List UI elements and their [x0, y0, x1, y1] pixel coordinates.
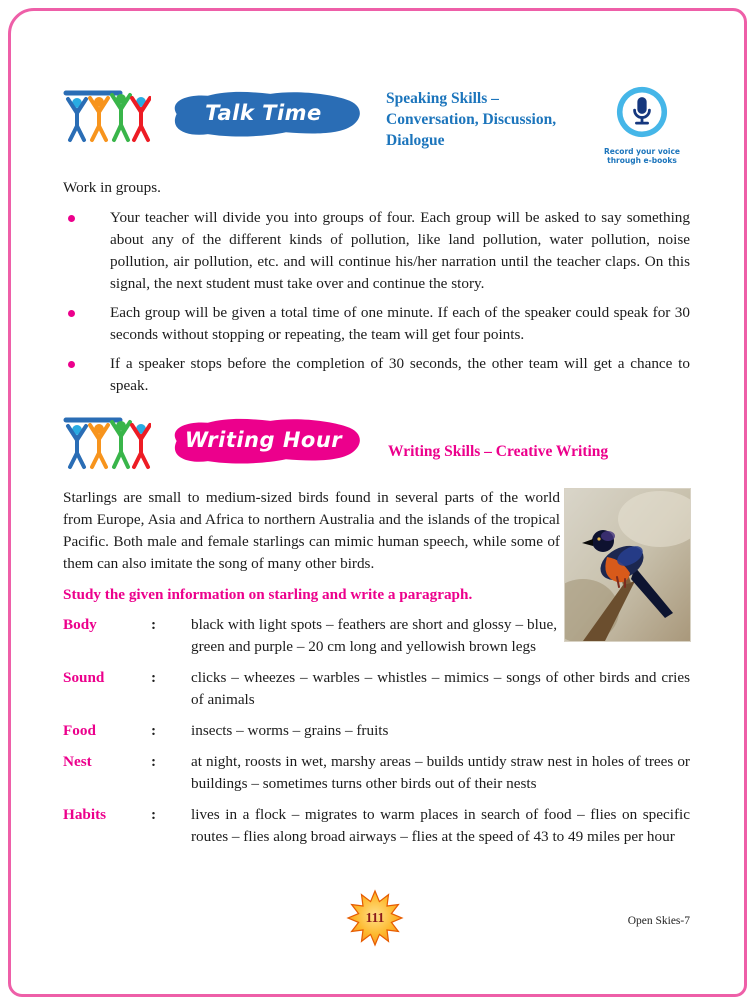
record-voice-badge[interactable]	[594, 86, 690, 165]
starling-block	[63, 487, 690, 848]
talk-time-header	[63, 86, 690, 165]
bullet-dot	[68, 310, 75, 317]
work-in-groups-text: Work in groups.	[63, 179, 161, 196]
term-description: at night, roosts in wet, marshy areas – builds untidy straw nest in holes of trees or buildings – sometimes turns other birds out of their nests	[191, 753, 690, 792]
people-group-icon	[63, 413, 151, 471]
speaking-skills-subtitle: Speaking Skills – Conversation, Discussion, Dialogue	[386, 90, 557, 149]
colon-separator: :	[151, 669, 157, 686]
writing-hour-title: Writing Hour	[184, 428, 343, 452]
list-item	[63, 302, 690, 346]
info-row-habits	[63, 804, 690, 848]
colon-separator: :	[151, 806, 157, 823]
term-label: Body	[63, 616, 97, 633]
page-content	[63, 86, 690, 857]
page-footer	[0, 880, 750, 960]
starling-photo	[565, 489, 690, 641]
term-label: Habits	[63, 806, 107, 823]
colon-separator: :	[151, 616, 157, 633]
list-item	[63, 353, 690, 397]
writing-hour-header	[63, 413, 690, 471]
info-row-sound	[63, 667, 690, 711]
info-row-food	[63, 720, 690, 742]
bullet-text: Each group will be given a total time of one minute. If each of the speaker could speak for 30 seconds without stopping or repeating, the team will get four points.	[110, 304, 690, 343]
bullet-text: Your teacher will divide you into groups of four. Each group will be asked to say something about any of the different kinds of pollution, like land pollution, water pollution, noise pollution, air pollution, etc. and will continue his/her narration until the teacher claps. On this signal, the next student must take over and continue the story.	[110, 209, 690, 292]
term-description: clicks – wheezes – warbles – whistles – mimics – songs of other birds and cries of animals	[191, 669, 690, 708]
talk-time-banner	[161, 90, 366, 138]
people-group-icon	[63, 86, 151, 144]
talk-time-bullet-list	[63, 207, 690, 397]
talk-time-title: Talk Time	[205, 101, 322, 125]
bullet-dot	[68, 361, 75, 368]
term-label: Nest	[63, 753, 92, 770]
writing-hour-section	[63, 413, 690, 848]
list-item	[63, 207, 690, 295]
bullet-text: If a speaker stops before the completion of 30 seconds, the other team will get a chance to speak.	[110, 355, 690, 394]
term-description: lives in a flock – migrates to warm places in search of food – flies on specific routes – flies along broad airways – flies at the speed of 43 to 49 miles per hour	[191, 806, 690, 845]
page-number: 111	[365, 910, 385, 925]
writing-skills-subtitle: Writing Skills – Creative Writing	[388, 443, 609, 460]
colon-separator: :	[151, 722, 157, 739]
term-description: insects – worms – grains – fruits	[191, 722, 389, 739]
bullet-dot	[68, 215, 75, 222]
starling-intro-paragraph: Starlings are small to medium-sized birds found in several parts of the world from Europe, Asia and Africa to northern Australia and the islands of the tropical Pacific. Both male and female starlings can mimic human speech, while some of them can also imitate the song of many other birds.	[63, 489, 560, 572]
talk-time-section	[63, 86, 690, 397]
record-caption: Record your voice through e-books	[604, 147, 680, 165]
colon-separator: :	[151, 753, 157, 770]
page-number-star	[345, 888, 405, 948]
book-title: Open Skies-7	[627, 915, 690, 927]
info-row-nest	[63, 751, 690, 795]
writing-hour-banner	[161, 417, 366, 465]
microphone-icon	[616, 86, 668, 138]
term-label: Sound	[63, 669, 105, 686]
term-description: black with light spots – feathers are short and glossy – blue, green and purple – 20 cm long and yellowish brown legs	[191, 616, 557, 655]
term-label: Food	[63, 722, 96, 739]
writing-instruction: Study the given information on starling and write a paragraph.	[63, 586, 473, 603]
